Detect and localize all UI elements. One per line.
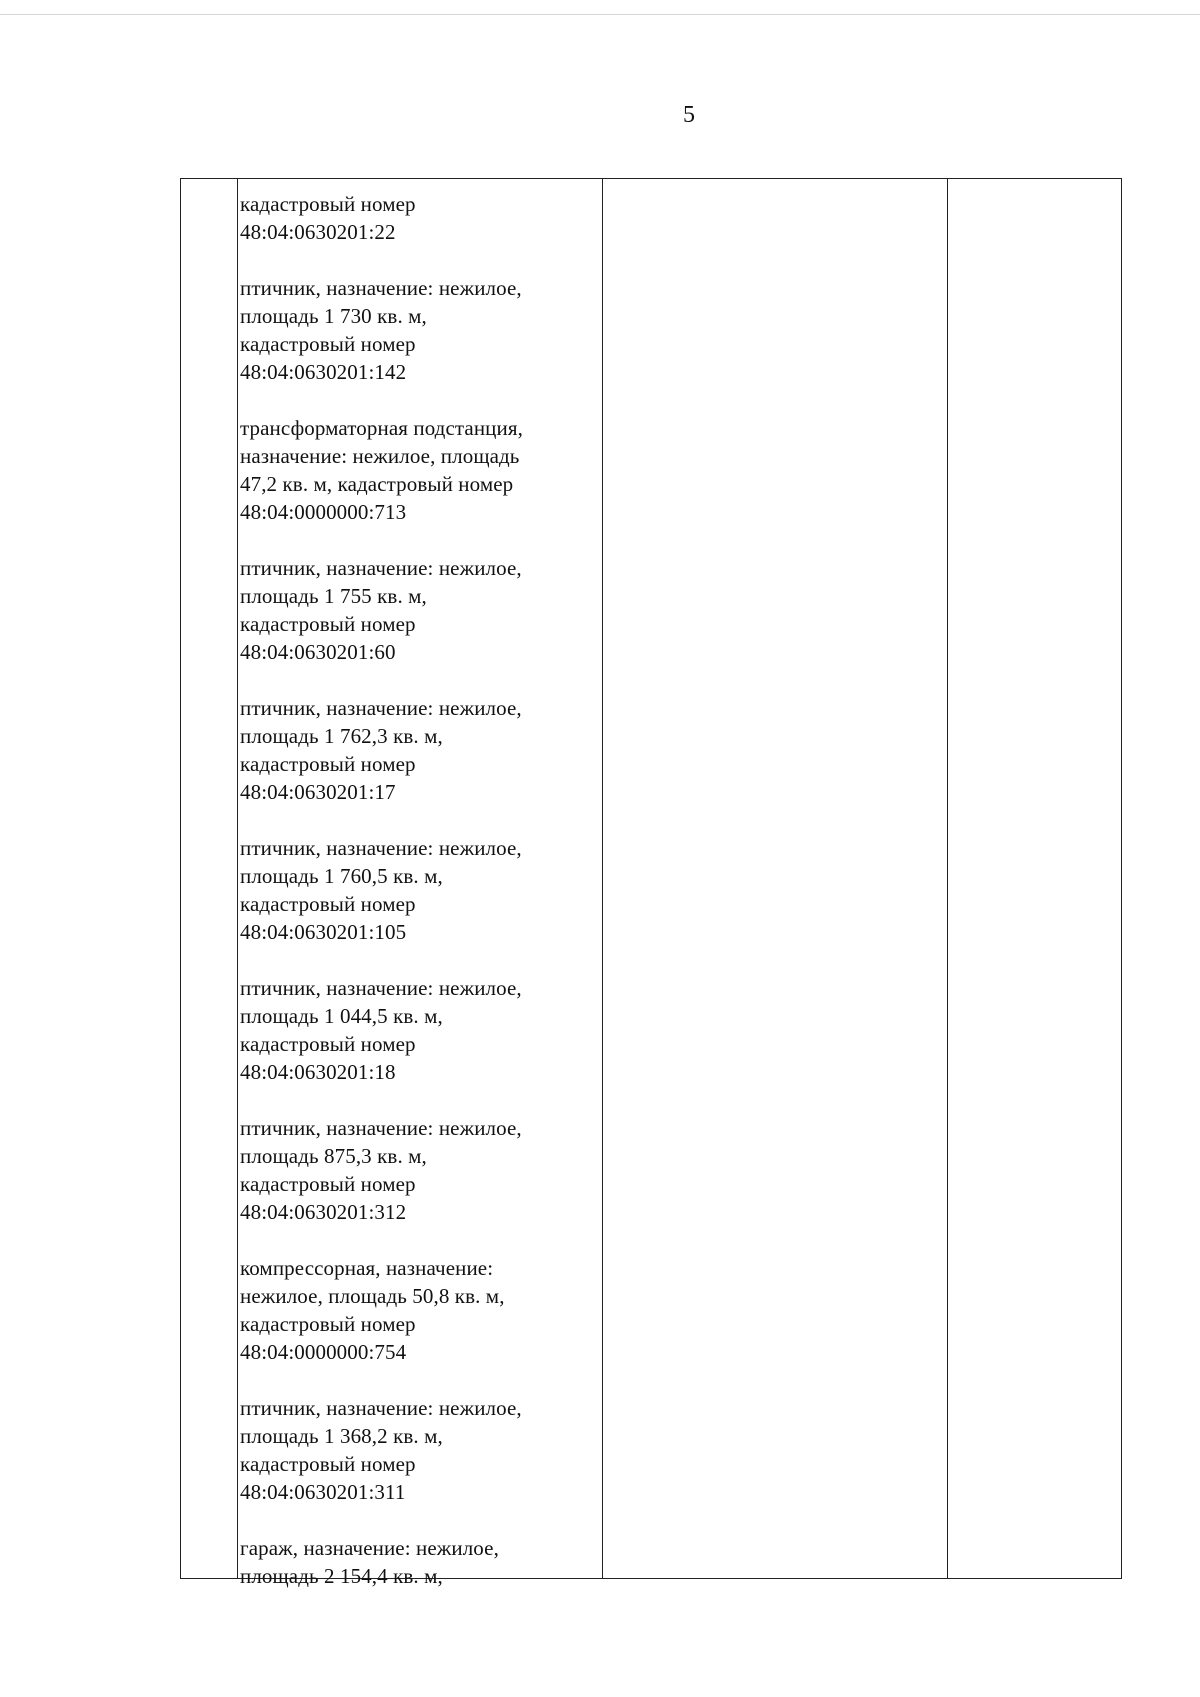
scan-top-edge — [0, 14, 1200, 15]
property-entry: птичник, назначение: нежилое, площадь 875,3 кв. м, кадастровый номер 48:04:0630201:312 — [240, 1116, 522, 1224]
table-column-divider-2 — [602, 179, 603, 1578]
property-entry: трансформаторная подстанция, назначение: нежилое, площадь 47,2 кв. м, кадастровый номер 48:04:0000000:713 — [240, 416, 523, 524]
table-column-divider-1 — [237, 179, 238, 1578]
property-entry: гараж, назначение: нежилое, площадь 2 154,4 кв. м, — [240, 1536, 499, 1588]
property-entry: птичник, назначение: нежилое, площадь 1 762,3 кв. м, кадастровый номер 48:04:0630201:17 — [240, 696, 522, 804]
property-entry: птичник, назначение: нежилое, площадь 1 368,2 кв. м, кадастровый номер 48:04:0630201:311 — [240, 1396, 522, 1504]
property-entry: птичник, назначение: нежилое, площадь 1 755 кв. м, кадастровый номер 48:04:0630201:60 — [240, 556, 522, 664]
property-entry: компрессорная, назначение: нежилое, площадь 50,8 кв. м, кадастровый номер 48:04:0000000:754 — [240, 1256, 505, 1364]
table-column-divider-3 — [947, 179, 948, 1578]
property-entry: птичник, назначение: нежилое, площадь 1 730 кв. м, кадастровый номер 48:04:0630201:142 — [240, 276, 522, 384]
property-list-cell — [240, 190, 600, 1590]
property-entry: птичник, назначение: нежилое, площадь 1 760,5 кв. м, кадастровый номер 48:04:0630201:105 — [240, 836, 522, 944]
property-entry: кадастровый номер 48:04:0630201:22 — [240, 192, 416, 244]
property-entry: птичник, назначение: нежилое, площадь 1 044,5 кв. м, кадастровый номер 48:04:0630201:18 — [240, 976, 522, 1084]
page-number: 5 — [683, 102, 695, 128]
